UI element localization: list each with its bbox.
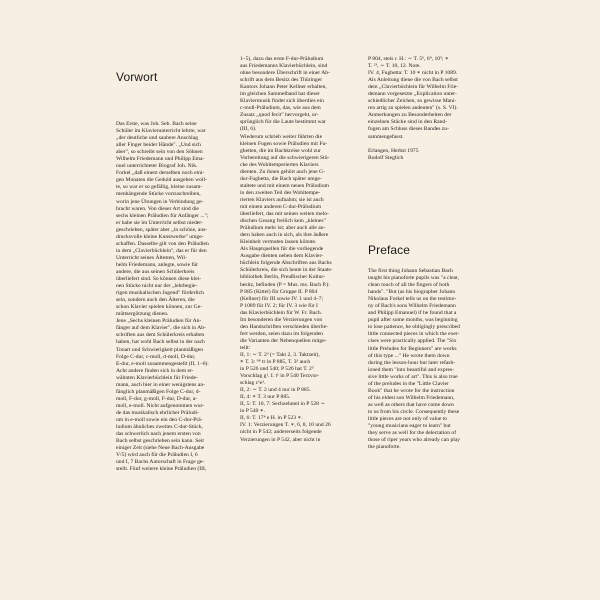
text-line: Wilhelm Friedemann und Philipp Ema-: [116, 156, 205, 163]
text-line: Im besonderen die Verzierungen von: [240, 316, 323, 323]
text-line: during the lesson-hour but later refash-: [368, 359, 456, 366]
text-line: Wiederum schrieb weiter führten die: [240, 133, 323, 140]
text-line: demann vorgesetzte „Explication unter-: [368, 91, 457, 98]
text-line: P 804, steis r. H.: ∼ T. 5⁶, 6⁴, 10⁵; ∗: [368, 56, 449, 62]
text-line: II, 2: ∼ T. 2 und 4 nur in P 885.: [240, 387, 311, 394]
text-line: Erlangen, Herbst 1975: [368, 147, 419, 154]
text-line: schrift aus dem Besitz des Thüringer: [240, 77, 323, 84]
text-line: teilt:: [240, 344, 251, 351]
text-line: nicht in P 542; andererseits folgende: [240, 429, 322, 436]
text-line: of the preludes in the "Little Clavier: [368, 380, 449, 387]
text-line: c-moll-Präludium, das, wie aus dem: [240, 105, 321, 112]
text-line: sein, sondern auch den Älteren, die: [116, 297, 195, 304]
text-line: „der deutliche und saubere Anschlag: [116, 135, 199, 142]
text-line: dur-Fughetta, die Bach später umge-: [240, 175, 322, 182]
text-line: mann, auch hier in einer wenigstens an-: [116, 381, 206, 388]
text-line: mit einem anderen C-dur-Präludium: [240, 203, 322, 210]
text-line: fänger auf dem Klavier", die sich in Ab-: [116, 325, 206, 332]
text-line: Zusatz „quod fecit" hervorgeht, ur-: [240, 112, 319, 119]
text-line: ohne besondere Überschrift in einer Ab-: [240, 70, 330, 77]
text-line: moll, e-moll. Nicht aufgenommen wur-: [116, 402, 205, 409]
text-line: II, 5: T. 10, 7: Sechzehntel in P 528 ∼: [240, 401, 326, 408]
text-line: (Kellner) für III sowie IV. 1 und 4–7;: [240, 295, 324, 302]
text-line: Klaviermusik findet sich überdies ein: [240, 98, 324, 105]
text-line: little pieces are not only of value to: [368, 415, 448, 422]
text-line: to lose patience, he obligingly prescribed: [368, 324, 460, 331]
text-line: fert werden, seien dazu im folgenden: [240, 330, 323, 337]
text-line: überliefert sind. So können diese klei-: [116, 276, 202, 283]
text-line: cke des Wohltemperierten Klaviers: [240, 161, 319, 168]
text-line: aber", so schreibt sein von den Söhnen: [116, 149, 203, 156]
text-line: büchlein folgende Abschriften aus Bachs: [240, 260, 332, 267]
text-line: ny of Bach's sons Wilhelm Friedemann: [368, 303, 456, 310]
text-line: bracht waren. Von dieser Art sind die: [116, 205, 199, 212]
text-line: rierten Klaviers aufnahm; sie ist auch: [240, 196, 324, 203]
text-line: schriften aus dem Schülerkreis erhalten: [116, 332, 205, 339]
text-line: das schwerlich nach jenem ersten von: [116, 431, 201, 438]
text-line: geschrieben, später aber „in schöne, aus-: [116, 226, 208, 233]
text-line: Tonart und Schwierigkeit planmäßigen: [116, 346, 204, 353]
text-line: as well as others that have come down: [368, 401, 454, 408]
text-line: II, 4: ∗ T. 3 nur P 885.: [240, 394, 291, 401]
text-line: das Klavierbüchlein für W. Fr. Bach.: [240, 309, 323, 316]
text-line: einzelnen Stücke sind in den Rand-: [368, 119, 448, 126]
text-line: ioned them "into beautiful and expres-: [368, 366, 455, 373]
text-line: Anmerkungen zu Besonderheiten der: [368, 112, 452, 119]
text-line: ren artig zu spielen andeuten" (s. S. VI).: [368, 105, 458, 112]
text-line: fänglich planmäßigen Folge C-dur, d-: [116, 388, 201, 395]
text-line: T. ²³, ∼ T. 10, 12. Note.: [368, 63, 421, 70]
text-line: Folge C-dur, c-moll, d-moll, D-dur,: [116, 353, 196, 360]
text-line: Jene „Sechs kleinen Präludien für An-: [116, 318, 202, 325]
text-line: clean touch of all the fingers of both: [368, 282, 450, 289]
preface-text: [368, 268, 478, 451]
text-line: und I, 7 Bachs Autorschaft in Frage ge-: [116, 459, 205, 466]
text-line: haben, hat wohl Bach selbst in der nach: [116, 339, 205, 346]
text-line: sechs kleinen Präludien für Anfänger ...";: [116, 212, 209, 219]
text-line: worin jene Übungen in Verbindung ge-: [116, 198, 204, 205]
text-line: bibliothek Berlin, Preußischer Kultur-: [240, 274, 326, 281]
text-line: the pianoforte.: [368, 444, 401, 451]
text-line: Vorschlag g¹. I. t¹ in P 540 Terzvor-: [240, 373, 320, 380]
text-line: Das Erste, was Joh. Seb. Bach seine: [116, 121, 197, 127]
text-line: nen Stücke nicht nur der „lehrbegie-: [116, 283, 198, 290]
text-line: müttsergötzung dienen.: [116, 311, 169, 318]
text-line: schaffen. Dasselbe gilt von den Präludien: [116, 240, 209, 247]
text-line: P 885 (Kittel) für Gruppe II. P 804: [240, 288, 318, 295]
text-line: hands". "But (as his biographer Johann: [368, 289, 456, 296]
text-line: stellt. Fünf weitere kleine Präludien (III,: [116, 466, 207, 473]
text-line: drucksvolle kleine Kunstwerke" umge-: [116, 233, 204, 240]
text-line: dem „Clavierbüchlein für Wilhelm Frie-: [368, 84, 459, 91]
text-line: E-dur, e-moll zusammengestellt (II, 1–6).: [116, 360, 209, 367]
vorwort-column-2: [240, 56, 355, 444]
text-line: sprünglich für die Laute bestimmt war: [240, 119, 326, 126]
text-line: wähnten Klavierbüchlein für Friede-: [116, 374, 198, 381]
text-line: die Varianten der Nebenquellen mitge-: [240, 337, 327, 344]
text-line: um in e-moll sowie ein den C-dur-Prä-: [116, 416, 203, 423]
text-line: sammengefasst.: [368, 133, 404, 140]
text-line: Bach selbst geschrieben sein kann. Seit: [116, 438, 204, 445]
text-line: staltete und mit einem neuen Präludium: [240, 182, 330, 189]
text-line: Kleinheit vermuten lassen könnte.: [240, 239, 317, 246]
text-line: ghetten, die im Bachkreise wohl zur: [240, 147, 321, 154]
text-line: The first thing Johann Sebastian Bach: [368, 268, 453, 274]
text-line: they serve as well for the delectation of: [368, 430, 457, 437]
text-line: helm Friedemann, anlegte, sowie für: [116, 261, 199, 268]
text-line: den Handschriften verschieden überlie-: [240, 323, 329, 330]
text-line: Schülerkreis, die sich heute in der Staats-: [240, 267, 333, 274]
text-line: in den zweiten Teil des Wohltempe-: [240, 189, 321, 196]
text-line: of this type ..." He wrote them down: [368, 352, 450, 359]
text-line: II, 1: ∼ T. 2³ (= Takt 2, 3. Taktzeit),: [240, 351, 320, 358]
text-line: Nikolaus Forkel tells us on the testimo-: [368, 296, 457, 303]
text-line: gen Monaten die Geduld ausgehen woll-: [116, 177, 207, 184]
text-line: Forkel „daß einem derselben noch eini-: [116, 170, 205, 177]
text-line: dienten. Zu ihnen gehört auch jene G-: [240, 168, 325, 175]
text-line: überliefert, das mit seinen weiten melo-: [240, 211, 329, 218]
vorwort-column-1: [116, 121, 226, 473]
text-line: einiger Zeit (siehe Neue Bach-Ausgabe: [116, 445, 205, 452]
text-line: and Philipp Emanuel) if he found that a: [368, 310, 457, 317]
text-line: rigen musikalischen Jugend" förderlich: [116, 290, 204, 297]
text-line: in P 540 ∗.: [240, 408, 266, 415]
text-line: Verzierungen in P 542, aber nicht in: [240, 436, 321, 443]
text-line: fugen am Schluss dieses Bandes zu-: [368, 126, 449, 133]
text-line: de das musikalisch ehrlicher Präludi-: [116, 409, 199, 416]
text-line: P 1089 für IV. 2; für IV. 3 wie für I: [240, 302, 318, 309]
text-line: schlag c¹e¹.: [240, 380, 266, 387]
text-line: of his eldest son Wilhelm Friedemann,: [368, 394, 455, 401]
text-line: aus Friedemanns Klavierbüchlein, sind: [240, 63, 328, 70]
text-line: Schüler im Klavierunterricht lehrte, war: [116, 128, 206, 135]
text-line: Als Anleitung diene die von Bach selbst: [368, 77, 458, 84]
text-line: little connected pieces in which the exer-: [368, 331, 460, 338]
text-line: II, 6: T. 17⁴ e H. in P 523 ∗.: [240, 415, 303, 422]
text-line: little Preludes for Beginners" are works: [368, 345, 457, 352]
text-line: Präludium mehr ist; aber auch alle an-: [240, 225, 326, 232]
text-line: to us from his circle. Consequently these: [368, 408, 460, 415]
text-line: "young musicians eager to learn" but: [368, 423, 451, 430]
text-line: kleinen Fugen sowie Präludien mit Fu-: [240, 140, 328, 147]
text-line: cises were practically applied. The "Six: [368, 338, 457, 345]
text-line: Rudolf Steglich: [368, 154, 404, 161]
text-line: those of riper years who already can play: [368, 437, 461, 444]
text-line: 1–5), dazu das erste F-dur-Präludium: [240, 56, 324, 62]
text-line: in P 526 und 540; P 526 hat T. 2⁵: [240, 366, 314, 373]
text-line: [368, 141, 478, 148]
text-line: moll, F-dur, g-moll, F-dur, D-dur, a-: [116, 395, 198, 402]
text-line: IV. 4, Fughetta: T. 10 ∗ nicht in P 1089.: [368, 70, 458, 77]
text-line: er habe sie im Unterricht selbst nieder-: [116, 219, 203, 226]
text-line: pupil after some months, was beginning: [368, 317, 458, 324]
text-line: Acht andere finden sich in dem er-: [116, 367, 194, 374]
text-line: Als Hauptquellen für die vorliegende: [240, 246, 324, 253]
text-line: IV. 1: Verzierungen T. ∗, 6, 8, 10 und 26: [240, 422, 331, 429]
text-line: taught his pianoforte pupils was "a clear,: [368, 275, 460, 282]
text-line: dischen Gesang freilich kein „kleines": [240, 218, 326, 225]
text-line: besitz, befinden (P = Mus. ms. Bach P.):: [240, 281, 330, 288]
text-line: Vorbereitung auf die schwierigeren Stü-: [240, 154, 330, 161]
text-line: Book" that he wrote for the instruction: [368, 387, 455, 394]
text-line: schon Klavier spielen können, zur Ge-: [116, 304, 203, 311]
text-line: ∗ T. 3: ⁹⁸ tr in P 885, T. 3³ auch: [240, 359, 311, 366]
text-line: im gleichen Sammelband hat dieser: [240, 91, 320, 98]
text-line: (III, 6).: [240, 126, 257, 133]
text-line: sive little works of art". This is also true: [368, 373, 458, 380]
text-line: te, so war er so gefällig, kleine zusam-: [116, 184, 203, 191]
text-line: V/5) wird auch für die Präludien I, 6: [116, 452, 198, 459]
preface-heading: Preface: [368, 243, 411, 257]
vorwort-heading: Vorwort: [116, 70, 158, 84]
text-line: Kantors Johann Peter Kellner erhalten,: [240, 84, 327, 91]
text-line: aller Finger beider Hände". „Und sich: [116, 142, 201, 149]
text-line: ludium ähnliches zweites C-dur-Stück,: [116, 424, 203, 431]
vorwort-column-3: [368, 56, 478, 162]
text-line: Ausgabe dienten neben dem Klavier-: [240, 253, 324, 260]
text-line: Unterricht seines Ältesten, Wil-: [116, 254, 187, 261]
text-line: andere, die aus seinen Schülerkreis: [116, 268, 195, 275]
text-line: in dem „Clavierbüchlein", das er für den: [116, 247, 207, 254]
text-line: schiedlicher Zeichen, so gewisse Mani-: [368, 98, 457, 105]
text-line: menhängende Stücke vorzuschreiben,: [116, 191, 201, 198]
text-line: nuel unterrichteter Biograf Joh. Nik.: [116, 163, 198, 170]
text-line: dern haben auch in sich, als ihre äußere: [240, 232, 329, 239]
